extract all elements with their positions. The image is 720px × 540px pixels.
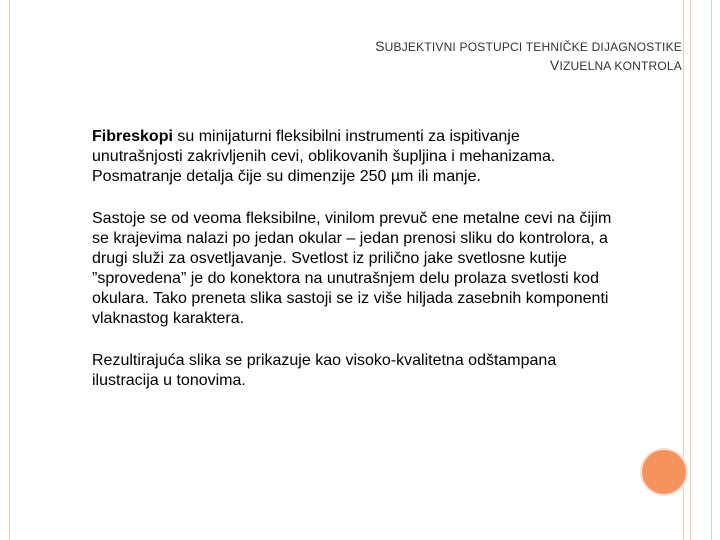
frame-line-right-3 <box>711 0 712 540</box>
frame-line-right-2 <box>690 0 691 540</box>
slide-body <box>92 127 612 413</box>
frame-line-left <box>9 0 10 540</box>
frame-line-right <box>683 0 684 540</box>
decorative-circle <box>642 450 686 494</box>
paragraph-fibreskopi: Fibreskopi su minijaturni fleksibilni instrumenti za ispitivanje unutrašnjosti zakrivljenih cevi, oblikovanih šupljina i mehanizama. Posmatranje detalja čije su dimenzije 250 µm ili manje. <box>92 128 556 185</box>
paragraph-result: Rezultirajuća slika se prikazuje kao visoko-kvalitetna odštampana ilustracija u tonovima. <box>92 352 557 389</box>
header-title: SUBJEKTIVNI POSTUPCI TEHNIČKE DIJAGNOSTIKE <box>375 38 682 54</box>
header-subtitle: VIZUELNA KONTROLA <box>549 57 682 73</box>
slide-header <box>375 37 682 75</box>
paragraph-construction: Sastoje se od veoma fleksibilne, vinilom prevuč ene metalne cevi na čijim se krajevima nalazi po jedan okular – jedan prenosi sliku do kontrolora, a drugi služi za osvetljavanje. Svetlost iz prilično jake svetlosne kutije ”sprovedena” je do konektora na unutrašnjem delu prolaza svetlosti kod okulara. Tako preneta slika sastoji se iz više hiljada zasebnih komponenti vlaknastog karaktera. <box>92 210 612 327</box>
